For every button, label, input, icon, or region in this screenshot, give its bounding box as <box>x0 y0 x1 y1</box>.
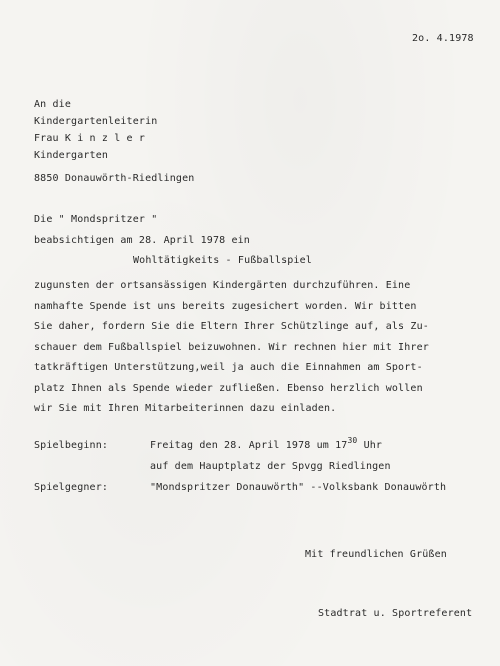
start-label: Spielbeginn: <box>34 440 109 451</box>
start-minutes: 30 <box>347 436 358 445</box>
paragraph-line: wir Sie mit Ihren Mitarbeiterinnen dazu einladen. <box>34 403 337 414</box>
start-value <box>150 436 383 452</box>
intro-line: Die " Mondspritzer " <box>34 214 158 225</box>
address-line: An die <box>34 99 72 110</box>
address-line: Kindergarten <box>34 150 109 161</box>
paragraph-line: zugunsten der ortsansässigen Kindergärten durchzuführen. Eine <box>34 280 411 291</box>
start-suffix: Uhr <box>363 440 383 451</box>
intro-line: beabsichtigen am 28. April 1978 ein <box>34 235 250 246</box>
paragraph-line: schauer dem Fußballspiel beizuwohnen. Wir rechnen hier mit Ihrer <box>34 342 429 353</box>
letter-date: 2o. 4.1978 <box>412 33 474 44</box>
paragraph-line: tatkräftigen Unterstützung,weil ja auch die Einnahmen am Sport- <box>34 362 423 373</box>
opponent-value: "Mondspritzer Donauwörth" --Volksbank Donauwörth <box>150 482 447 493</box>
address-line: 8850 Donauwörth-Riedlingen <box>34 173 195 184</box>
address-line: Kindergartenleiterin <box>34 116 158 127</box>
opponent-label: Spielgegner: <box>34 482 109 493</box>
closing-line: Mit freundlichen Grüßen <box>305 549 447 560</box>
start-date-time: Freitag den 28. April 1978 um 17 <box>150 440 348 451</box>
signature-line: Stadtrat u. Sportreferent <box>318 608 473 619</box>
location-line: auf dem Hauptplatz der Spvgg Riedlingen <box>150 461 391 472</box>
paragraph-line: platz Ihnen als Spende wieder zufließen. Ebenso herzlich wollen <box>34 383 423 394</box>
address-line: Frau K i n z l e r <box>34 133 146 144</box>
event-title: Wohltätigkeits - Fußballspiel <box>133 255 312 266</box>
paragraph-line: namhafte Spende ist uns bereits zugesichert worden. Wir bitten <box>34 301 417 312</box>
paragraph-line: Sie daher, fordern Sie die Eltern Ihrer Schützlinge auf, als Zu- <box>34 321 429 332</box>
